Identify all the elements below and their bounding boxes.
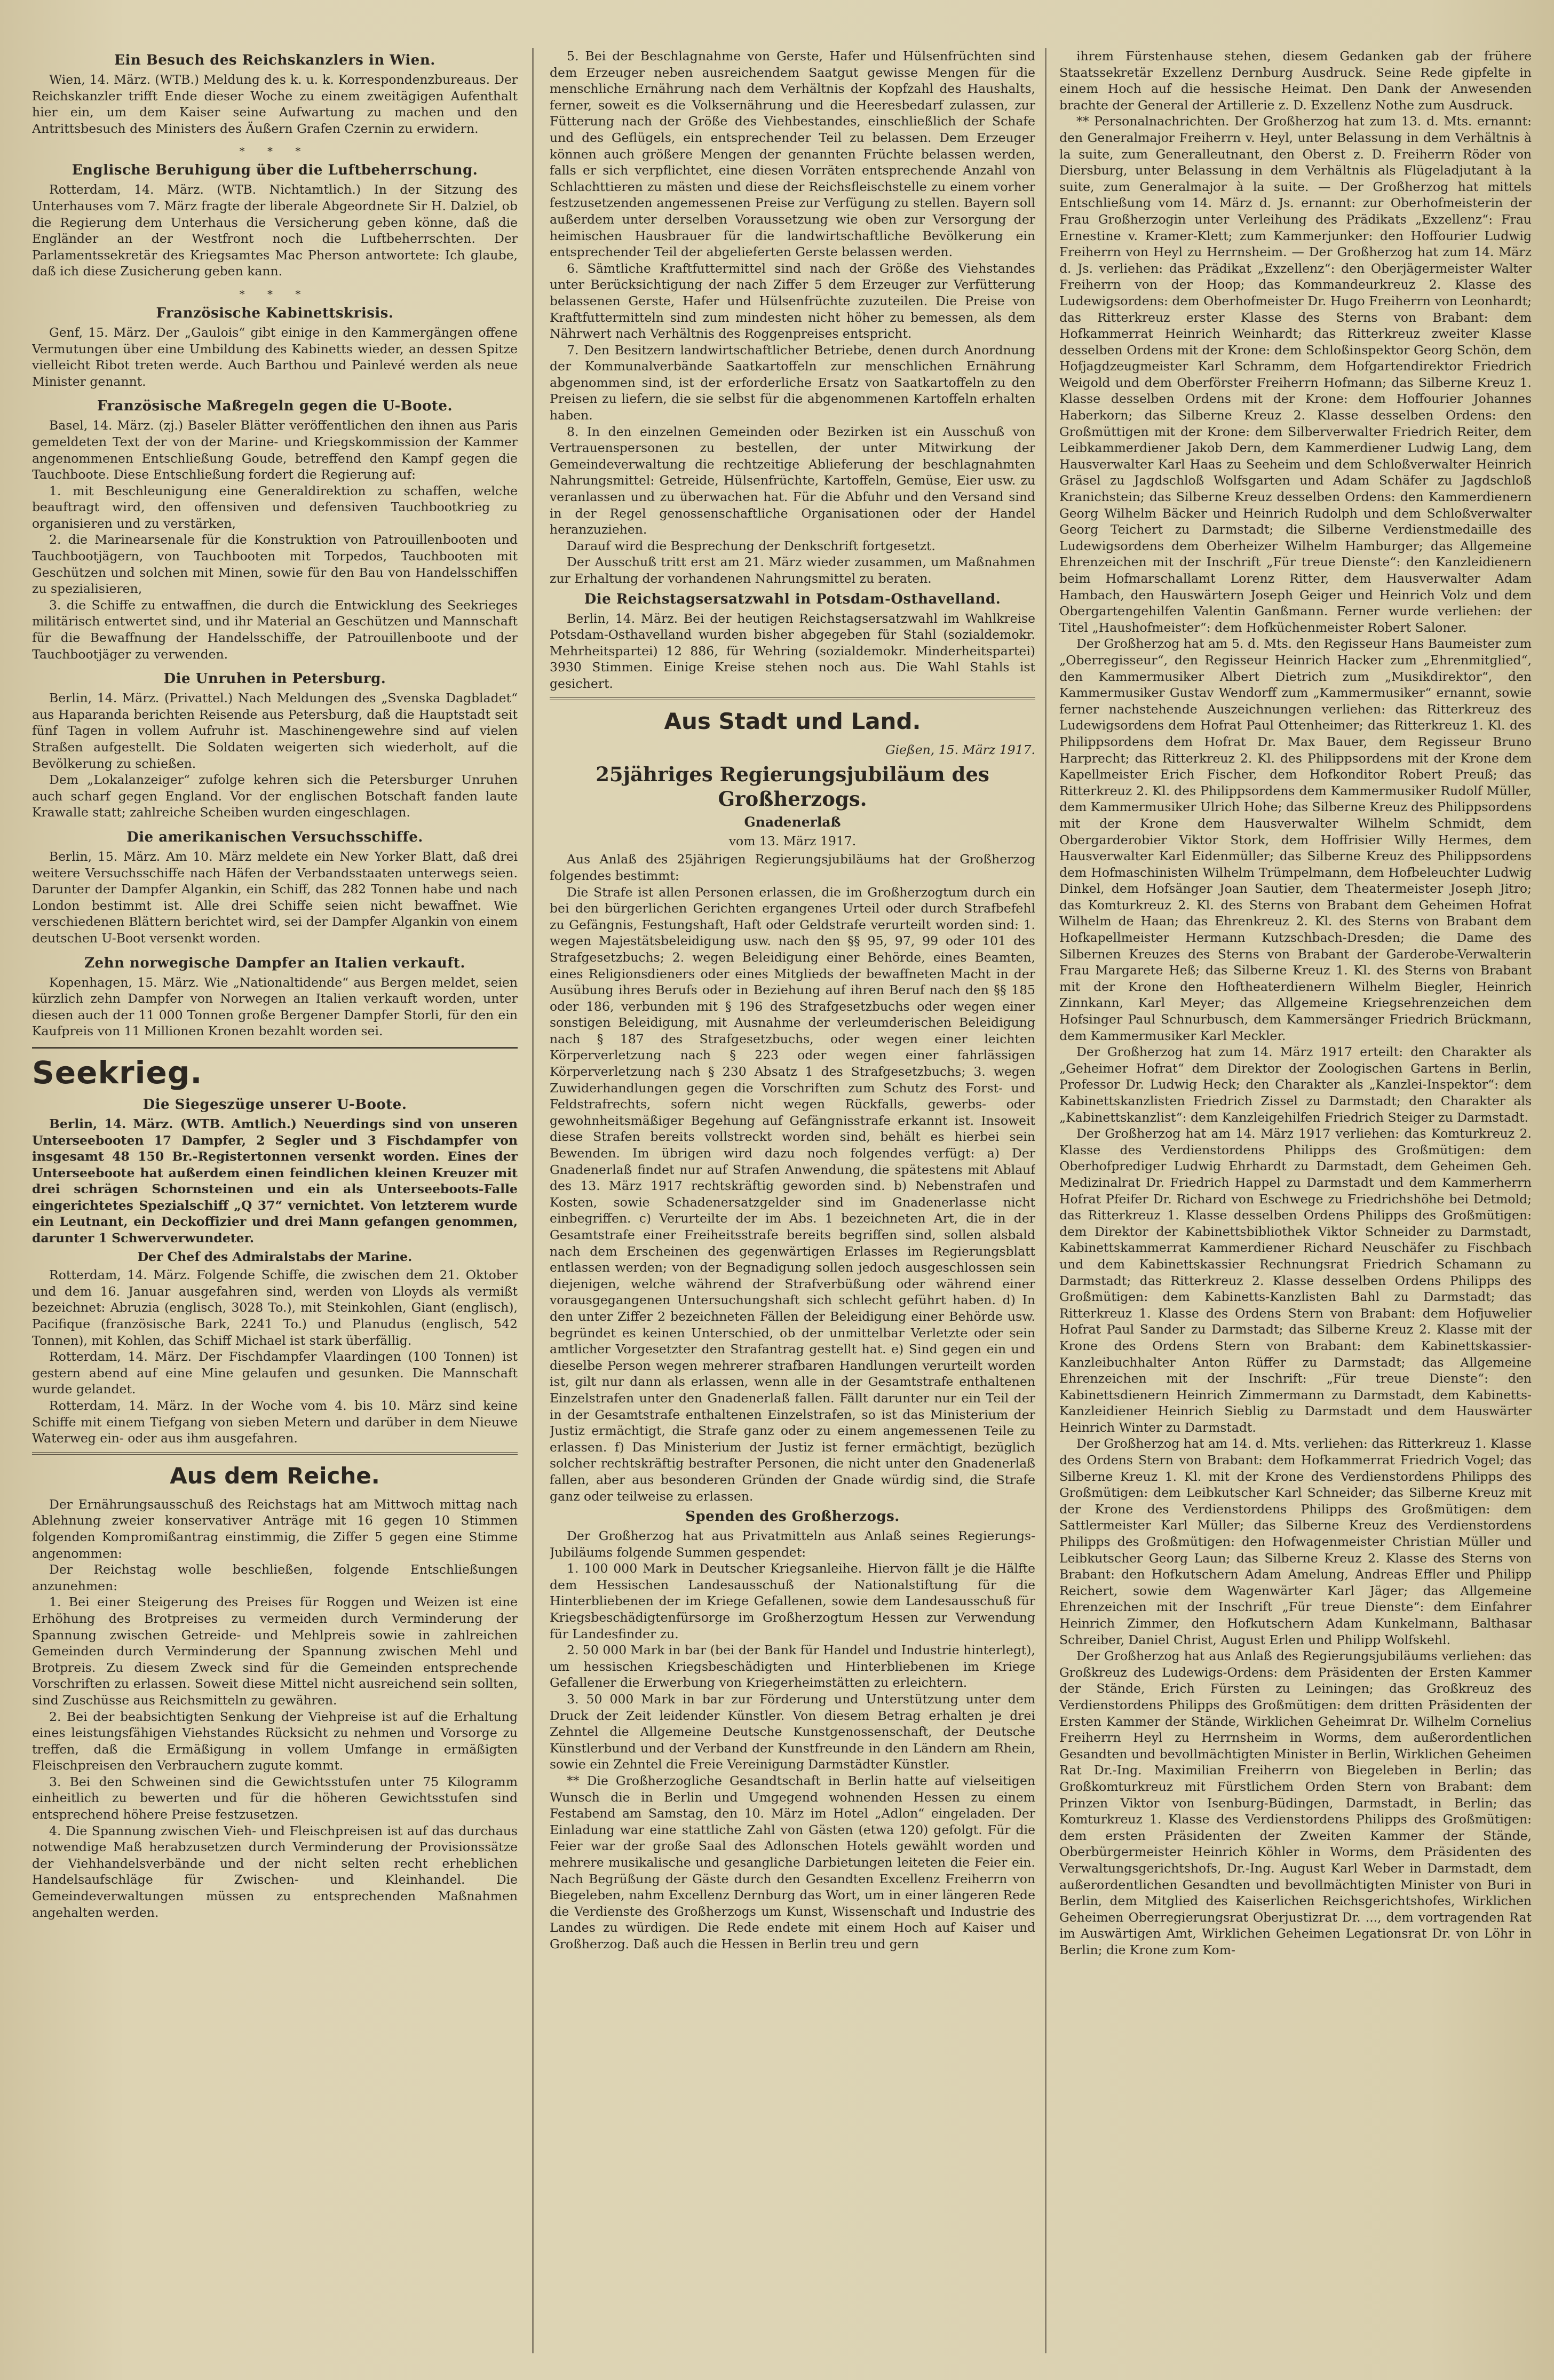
paragraph: 5. Bei der Beschlagnahme von Gerste, Hafer und Hülsenfrüchten sind dem Erzeuger neben ausreichendem Saatgut gewisse Mengen für die menschliche Ernährung nach dem Verhältnis der Kopfzahl des Haushalts, ferner, soweit es die Volksernährung und die Heeresbedarf zulassen, zur Fütterung nach der Größe des Viehbestandes, einschließlich der Schafe und des Geflügels, ein entsprechender Teil zu belassen. Dem Erzeuger können auch größere Mengen der genannten Früchte belassen werden, falls er sich verpflichtet, eine diesen Vorräten entsprechende Anzahl von Schlachttieren zu mästen und diese der Reichsfleischstelle zu einem vorher festzusetzenden angemessenen Preise zur Verfügung zu stellen. Bayern soll außerdem unter derselben Voraussetzung wie oben zur Versorgung der heimischen Hausbrauer für die landwirtschaftliche Bevölkerung ein entsprechender Teil der abgelieferten Gerste belassen werden.: [550, 49, 1035, 260]
headline: Spenden des Großherzogs.: [685, 1509, 900, 1525]
divider: [32, 1047, 518, 1049]
paragraph: Wien, 14. März. (WTB.) Meldung des k. u. k. Korrespondenzbureaus. Der Reichskanzler trifft Ende dieser Woche zu einem zweitägigen Aufenthalt hier ein, um dem Kaiser seine Aufwartung zu machen und den Antrittsbesuch des Ministers des Äußern Grafen Czernin zu erwidern.: [32, 72, 518, 136]
headline: Die Reichstagsersatzwahl in Potsdam-Osthavelland.: [584, 591, 1001, 607]
paragraph: Aus Anlaß des 25jährigen Regierungsjubiläums hat der Großherzog folgendes bestimmt:: [550, 852, 1035, 883]
paragraph: 2. Bei der beabsichtigten Senkung der Viehpreise ist auf die Erhaltung eines leistungsfähigen Viehstandes Rücksicht zu nehmen und Vorsorge zu treffen, daß die Ermäßigung in vollem Umfange in ermäßigten Fleischpreisen den Verbrauchern zugute kommt.: [32, 1709, 518, 1773]
article: [32, 51, 518, 137]
column-rule: [1045, 48, 1046, 2353]
headline: Die Siegeszüge unserer U-Boote.: [142, 1096, 407, 1113]
article: [32, 954, 518, 1040]
paragraph: Rotterdam, 14. März. (WTB. Nichtamtlich.) In der Sitzung des Unterhauses vom 7. März fragte der liberale Abgeordnete Sir H. Dalziel, ob die Regierung dem Unterhaus die Versicherung geben könne, daß die Engländer an der Westfront noch die Luftbeherrschten. Der Parlamentssekretär des Kriegsamtes Mac Pherson antwortete: Ich glaube, daß ich diese Zusicherung geben kann.: [32, 182, 518, 279]
paragraph: Berlin, 14. März. (WTB. Amtlich.) Neuerdings sind von unseren Unterseebooten 17 Dampfer, 2 Segler und 3 Fischdampfer von insgesamt 48 150 Br.-Registertonnen versenkt worden. Eines der Unterseeboote hat außerdem einen feindlichen kleinen Kreuzer mit drei schrägen Schornsteinen und ein als Unterseeboots-Falle eingerichtetes Spezialschiff „Q 37“ vernichtet. Von letzterem wurde ein Leutnant, ein Deckoffizier und drei Mann gefangen genommen, darunter 1 Schwerverwundeter.: [32, 1116, 518, 1246]
column-3: [1059, 48, 1532, 2359]
paragraph: Rotterdam, 14. März. Folgende Schiffe, die zwischen dem 21. Oktober und dem 16. Januar ausgefahren sind, werden von Lloyds als vermißt bezeichnet: Abruzia (englisch, 3028 To.), mit Steinkohlen, Giant (englisch), Pacifique (französische Bark, 2241 To.) und Planudus (englisch, 542 Tonnen), mit Kohlen, das Schiff Michael ist stark überfällig.: [32, 1267, 518, 1348]
headline: Die Unruhen in Petersburg.: [163, 671, 386, 687]
decree-date: vom 13. März 1917.: [728, 833, 857, 848]
paragraph: ** Die Großherzogliche Gesandtschaft in Berlin hatte auf vielseitigen Wunsch die in Berlin und Umgegend wohnenden Hessen zu einem Festabend am Samstag, den 10. März im Hotel „Adlon“ eingeladen. Der Einladung war eine stattliche Zahl von Gästen (etwa 120) gefolgt. Für die Feier war der große Saal des Adlonschen Hotels gewählt worden und mehrere musikalische und gesangliche Darbietungen leiteten die Feier ein. Nach Begrüßung der Gäste durch den Gesandten Excellenz Freiherrn von Biegeleben, nahm Excellenz Dernburg das Wort, um in einer längeren Rede die Verdienste des Großherzogs um Kunst, Wissenschaft und Industrie des Landes zu würdigen. Die Rede endete mit einem Hoch auf Kaiser und Großherzog. Daß auch die Hessen in Berlin treu und gern: [550, 1773, 1035, 1951]
paragraph: ** Personalnachrichten. Der Großherzog hat zum 13. d. Mts. ernannt: den Generalmajor Freiherrn v. Heyl, unter Belassung in dem Verhältnis à la suite, zum Generalleutnant, den Oberst z. D. Freiherrn Röder von Diersburg, unter Belassung in dem Verhältnis als Flügeladjutant à la suite, zum Generalmajor à la suite. — Der Großherzog hat mittels Entschließung vom 14. März d. Js. ernannt: zur Oberhofmeisterin der Frau Großherzogin unter Verleihung des Prädikats „Exzellenz“: Frau Ernestine v. Kramer-Klett; zum Kammerjunker: den Hoffourier Ludwig Freiherrn von Heyl zu Herrnsheim. — Der Großherzog hat zum 14. März d. Js. verliehen: das Prädikat „Exzellenz“: den Oberjägermeister Walter Freiherrn von der Hoop; das Kommandeurkreuz 2. Klasse des Ludewigsordens: dem Oberhofmeister Dr. Hugo Freiherrn von Leonhardt; das Ritterkreuz erster Klasse des Sterns von Brabant: dem Hofkammerrat Heinrich Weinhardt; das Ritterkreuz zweiter Klasse desselben Ordens mit der Krone: dem Schloßinspektor Georg Schön, dem Hofjagdzeugmeister Karl Schramm, dem Hofgartendirektor Friedrich Weigold und dem Oberförster Freiherrn Hofmann; das Silberne Kreuz 1. Klasse desselben Ordens mit der Krone: dem Hoffourier Johannes Haberkorn; das Silberne Kreuz 2. Klasse desselben Ordens: den Großmüttigen mit der Krone: dem Silberverwalter Friedrich Reiter, dem Leibkammerdiener Jakob Dern, dem Kammerdiener Ludwig Lang, dem Hausverwalter Karl Haas zu Seeheim und dem Schloßverwalter Heinrich Gräsel zu Jagdschloß Wolfsgarten und Adam Schäfer zu Jagdschloß Kranichstein; das Silberne Kreuz desselben Ordens: den Kammerdienern Georg Wilhelm Bäcker und Heinrich Rudolph und dem Schloßverwalter Georg Teichert zu Darmstadt; die Silberne Verdienstmedaille des Ludewigsordens dem Oberheizer Wilhelm Hamburger; das Allgemeine Ehrenzeichen mit der Inschrift „Für treue Dienste“: den Kanzleidienern beim Hofmarschallamt Lorenz Ritter, dem Hausverwalter Adam Hambach, den Hauswärtern Joseph Geiger und Heinrich Volz und dem Obergartengehilfen Valentin Ganßmann. Ferner wurde verliehen: der Titel „Haushofmeister“: dem Hofküchenmeister Robert Saloner.: [1059, 114, 1532, 635]
section-title: Aus Stadt und Land.: [664, 708, 921, 734]
headline: Zehn norwegische Dampfer an Italien verkauft.: [84, 955, 465, 971]
signature: Der Chef des Admiralstabs der Marine.: [137, 1249, 413, 1264]
paragraph: Darauf wird die Besprechung der Denkschrift fortgesetzt.: [567, 538, 935, 553]
dateline: Gießen, 15. März 1917.: [885, 742, 1035, 757]
paragraph: Berlin, 14. März. Bei der heutigen Reichstagsersatzwahl im Wahlkreise Potsdam-Osthavelland wurden bisher abgegeben für Stahl (sozialdemokr. Mehrheitspartei) 12 886, für Wehring (sozialdemokr. Minderheitspartei) 3930 Stimmen. Einige Kreise stehen noch aus. Die Wahl Stahls ist gesichert.: [550, 610, 1035, 691]
paragraph: Genf, 15. März. Der „Gaulois“ gibt einige in den Kammergängen offene Vermutungen über eine Umbildung des Kabinetts wieder, an dessen Spitze vielleicht Ribot treten werde. Auch Barthou und Painlevé werden als neue Minister genannt.: [32, 324, 518, 389]
paragraph: Der Ernährungsausschuß des Reichstags hat am Mittwoch mittag nach Ablehnung zweier konservativer Anträge mit 16 gegen 10 Stimmen folgenden Kompromißantrag einstimmig, die Ziffer 5 gegen eine Stimme angenommen:: [32, 1496, 518, 1561]
paragraph: Berlin, 15. März. Am 10. März meldete ein New Yorker Blatt, daß drei weitere Versuchsschiffe nach Häfen der Verbandsstaaten unterwegs seien. Darunter der Dampfer Algankin, ein Schiff, das 282 Tonnen habe und nach London bestimmt ist. Alle drei Schiffe seien nicht bewaffnet. Wie verschiedenen Blättern berichtet wird, sei der Dampfer Algankin von einem deutschen U-Boot versenkt worden.: [32, 848, 518, 946]
paragraph: 3. die Schiffe zu entwaffnen, die durch die Entwicklung des Seekrieges militärisch entwertet sind, und ihr Material an Geschützen und Mannschaft für die Bewaffnung der Handelsschiffe, der Patrouillenboote und der Tauchbootjäger zu verwenden.: [32, 597, 518, 662]
article: [32, 828, 518, 947]
separator: * * *: [239, 145, 311, 158]
divider: [550, 697, 1035, 700]
paragraph: Dem „Lokalanzeiger“ zufolge kehren sich die Petersburger Unruhen auch scharf gegen England. Vor der englischen Botschaft fanden laute Krawalle statt; zahlreiche Scheiben wurden eingeschlagen.: [32, 772, 518, 820]
paragraph: 8. In den einzelnen Gemeinden oder Bezirken ist ein Ausschuß von Vertrauenspersonen zu bestellen, der unter Mitwirkung der Gemeindeverwaltung die rechtzeitige Ablieferung der beschlagnahmten Nahrungsmittel: Getreide, Hülsenfrüchte, Kartoffeln, Gemüse, Eier usw. zu veranlassen und zu überwachen hat. Für die Abfuhr und den Versand sind in der Regel genossenschaftliche Organisationen oder der Handel heranzuziehen.: [550, 424, 1035, 537]
column-1: [32, 48, 518, 2359]
article: [32, 397, 518, 662]
paragraph: 4. Die Spannung zwischen Vieh- und Fleischpreisen ist auf das durchaus notwendige Maß herabzusetzen durch Verminderung der Provisionssätze der Viehhandelsverbände und der nicht selten recht erheblichen Handelsaufschläge für Zwischen- und Kleinhandel. Die Gemeindeverwaltungen müssen zu entsprechenden Maßnahmen angehalten werden.: [32, 1823, 518, 1920]
paragraph: Der Reichstag wolle beschließen, folgende Entschließungen anzunehmen:: [32, 1562, 518, 1593]
paragraph: 2. die Marinearsenale für die Konstruktion von Patrouillenbooten und Tauchbootjägern, von Tauchbooten mit Torpedos, Tauchbooten mit Geschützen und solchen mit Minen, sowie für den Bau von Handelsschiffen zu spezialisieren,: [32, 532, 518, 597]
paragraph: Der Großherzog hat am 14. März 1917 verliehen: das Komturkreuz 2. Klasse des Verdienstordens Philipps des Großmütigen: dem Oberhofprediger Ludwig Ehrhardt zu Darmstadt, dem Geheimen Geh. Medizinalrat Dr. Friedrich Happel zu Darmstadt und dem Kammerherrn Hofrat Pfeifer Dr. Richard von Eschwege zu Friedrichshöhe bei Detmold; das Ritterkreuz 1. Klasse desselben Ordens Philipps des Großmütigen: dem Direktor der Kabinettsbibliothek Viktor Schneider zu Darmstadt, Kabinettskammerrat Kammerdiener Richard Neuschäfer zu Fischbach und dem Kabinettskassier Rechnungsrat Friedrich Schamann zu Darmstadt; das Ritterkreuz 2. Klasse desselben Ordens Philipps des Großmütigen: dem Kabinetts-Kanzlisten Bahl zu Darmstadt; das Ritterkreuz 1. Klasse des Ordens Stern von Brabant: dem Hofjuwelier Hofrat Paul Sander zu Darmstadt; das Silberne Kreuz 2. Klasse mit der Krone des Ordens Stern von Brabant: dem Kabinettskassier-Kanzleibuchhalter Anton Rüffer zu Darmstadt; das Allgemeine Ehrenzeichen mit der Inschrift: „Für treue Dienste“: den Kabinettsdienern Heinrich Zimmermann zu Darmstadt, dem Kabinetts-Kanzleidiener Heinrich Sieblig zu Darmstadt und dem Hauswärter Heinrich Winter zu Darmstadt.: [1059, 1126, 1532, 1435]
paragraph: Berlin, 14. März. (Privattel.) Nach Meldungen des „Svenska Dagbladet“ aus Haparanda berichten Reisende aus Petersburg, daß die Hauptstadt seit fünf Tagen in vollem Aufruhr ist. Maschinengewehre sind auf vielen Straßen aufgestellt. Die Soldaten weigerten sich wiederholt, auf die Bevölkerung zu schießen.: [32, 691, 518, 771]
paragraph: 3. Bei den Schweinen sind die Gewichtsstufen unter 75 Kilogramm einheitlich zu bewerten und für die höheren Gewichtsstufen sind entsprechend höhere Preise festzusetzen.: [32, 1774, 518, 1822]
headline: Englische Beruhigung über die Luftbeherrschung.: [72, 162, 478, 179]
article: [32, 161, 518, 280]
paragraph: Rotterdam, 14. März. In der Woche vom 4. bis 10. März sind keine Schiffe mit einem Tiefgang von sieben Metern und darüber in dem Nieuwe Waterweg ein- oder aus ihm ausgefahren.: [32, 1398, 518, 1446]
paragraph: 2. 50 000 Mark in bar (bei der Bank für Handel und Industrie hinterlegt), um hessischen Kriegsbeschädigten und Hinterbliebenen im Kriege Gefallener die Erwerbung von Kriegerheimstätten zu erleichtern.: [550, 1643, 1035, 1691]
separator: * * *: [239, 287, 311, 300]
paragraph: Der Großherzog hat aus Anlaß des Regierungsjubiläums verliehen: das Großkreuz des Ludewigs-Ordens: dem Präsidenten der Ersten Kammer der Stände, Erich Fürsten zu Leiningen; das Großkreuz des Verdienstordens Philipps des Großmütigen: dem dritten Präsidenten der Ersten Kammer der Stände, Wirklichen Geheimrat Dr. Wilhelm Cornelius Freiherrn Heyl zu Herrnsheim in Worms, dem außerordentlichen Gesandten und bevollmächtigten Minister in Berlin, Wirklichen Geheimen Rat Dr.-Ing. Maximilian Freiherrn von Biegeleben in Berlin; das Großkomturkreuz mit Fürstlichem Orden Stern von Brabant: dem Prinzen Viktor von Isenburg-Büdingen, Darmstadt, in Berlin; das Komturkreuz 1. Klasse des Verdienstordens Philipps des Großmütigen: dem ersten Präsidenten der Zweiten Kammer der Stände, Oberbürgermeister Heinrich Köhler in Worms, dem Präsidenten des Verwaltungsgerichtshofs, Dr.-Ing. August Karl Weber in Darmstadt, dem außerordentlichen Gesandten und bevollmächtigten Minister von Buri in Berlin, dem Mitglied des Kaiserlichen Reichsgerichtshofes, Wirklichen Geheimen Oberregierungsrat Oberjustizrat Dr. ..., dem vortragenden Rat im Auswärtigen Amt, Wirklichen Geheimen Legationsrat Dr. von Löhr in Berlin; die Krone zum Kom-: [1059, 1648, 1532, 1957]
paragraph: Der Großherzog hat aus Privatmitteln aus Anlaß seines Regierungs-Jubiläums folgende Summen gespendet:: [550, 1528, 1035, 1560]
jubilee-headline: 25jähriges Regierungsjubiläum des Großherzogs.: [596, 763, 989, 811]
article: [32, 304, 518, 390]
column-2: [550, 48, 1035, 2359]
paragraph: Rotterdam, 14. März. Der Fischdampfer Vlaardingen (100 Tonnen) ist gestern abend auf eine Mine gelaufen und gesunken. Die Mannschaft wurde gelandet.: [32, 1349, 518, 1397]
paragraph: 1. Bei einer Steigerung des Preises für Roggen und Weizen ist eine Erhöhung des Brotpreises zu vermeiden durch Verminderung der Spannung zwischen Getreide- und Mehlpreis sowie in zahlreichen Gemeinden durch Verminderung der Spannung zwischen Mehl und Brotpreis. Zu diesem Zweck sind für die Gemeinden entsprechende Vorschriften zu erlassen. Soweit diese Mittel nicht ausreichend sein sollten, sind Zuschüsse aus Reichsmitteln zu gewähren.: [32, 1594, 518, 1708]
headline: Ein Besuch des Reichskanzlers in Wien.: [114, 52, 435, 68]
paragraph: 7. Den Besitzern landwirtschaftlicher Betriebe, denen durch Anordnung der Kommunalverbände Saatkartoffeln zur menschlichen Ernährung abgenommen sind, ist der erforderliche Ersatz von Saatkartoffeln zu den Preisen zu liefern, die sie selbst für die abgenommenen Kartoffeln erhalten haben.: [550, 342, 1035, 423]
paragraph: 1. mit Beschleunigung eine Generaldirektion zu schaffen, welche beauftragt wird, den offensiven und defensiven Tauchbootkrieg zu organisieren und zu verstärken,: [32, 483, 518, 531]
headline: Die amerikanischen Versuchsschiffe.: [126, 829, 423, 845]
section-title: Seekrieg.: [32, 1054, 203, 1091]
paragraph: 3. 50 000 Mark in bar zur Förderung und Unterstützung unter dem Druck der Zeit leidender Künstler. Von diesem Betrag erhalten je drei Zehntel die Allgemeine Deutsche Kunstgenossenschaft, der Deutsche Künstlerbund und der Verband der Kunstfreunde in den Ländern am Rhein, sowie ein Zehntel die Freie Vereinigung Darmstädter Künstler.: [550, 1692, 1035, 1772]
paragraph: Die Strafe ist allen Personen erlassen, die im Großherzogtum durch ein bei den bürgerlichen Gerichten ergangenes Urteil oder durch Strafbefehl zu Gefängnis, Festungshaft, Haft oder Geldstrafe verurteilt worden sind: 1. wegen Majestätsbeleidigung usw. nach den §§ 95, 97, 99 oder 101 des Strafgesetzbuchs; 2. wegen Beleidigung einer Behörde, eines Beamten, eines Religionsdieners oder eines Mitglieds der bewaffneten Macht in der Ausübung ihres Berufs oder in Beziehung auf ihren Beruf nach den §§ 185 oder 186, verbunden mit § 196 des Strafgesetzbuchs oder wegen einer sonstigen Beleidigung, mit Ausnahme der verleumderischen Beleidigung nach § 187 des Strafgesetzbuchs, oder wegen einer leichten Körperverletzung nach § 223 oder wegen einer fahrlässigen Körperverletzung nach § 230 Absatz 1 des Strafgesetzbuchs; 3. wegen Zuwiderhandlungen gegen die Vorschriften zum Schutz des Forst- und Feldstrafrechts, sofern nicht wegen Rückfalls, gewerbs- oder gewohnheitsmäßiger Begehung auf Gefängnisstrafe erkannt ist. Insoweit diese Strafen bereits vollstreckt worden sind, behält es hierbei sein Bewenden. Im übrigen wird dazu noch folgendes verfügt: a) Der Gnadenerlaß findet nur auf Strafen Anwendung, die spätestens mit Ablauf des 13. März 1917 rechtskräftig geworden sind. b) Nebenstrafen und Kosten, sowie Schadenersatzgelder sind im Gnadenerlasse nicht einbegriffen. c) Verurteilte der im Abs. 1 bezeichneten Art, die in der Gesamtstrafe einer Freiheitsstrafe bereits begriffen sind, sollen alsbald nach dem Erscheinen des gegenwärtigen Erlasses im Regierungsblatt entlassen werden; von der Begnadigung sollen jedoch ausgeschlossen sein diejenigen, welche während der Strafverbüßung oder während einer vorausgegangenen Untersuchungshaft sich schlecht geführt haben. d) In den unter Ziffer 2 bezeichneten Fällen der Beleidigung einer Behörde usw. begründet es keinen Unterschied, ob der unmittelbar Verletzte oder sein amtlicher Vorgesetzter den Strafantrag gestellt hat. e) Sind gegen ein und dieselbe Person wegen mehrerer strafbaren Handlungen verurteilt worden ist, gilt nur dann als erlassen, wenn alle in der Gesamtstrafe enthaltenen Einzelstrafen unter den Gnadenerlaß fallen. Fällt darunter nur ein Teil der in der Gesamtstrafe enthaltenen Einzelstrafen, so ist das Ministerium der Justiz ermächtigt, die Strafe ganz oder zu einem angemessenen Teile zu erlassen. f) Das Ministerium der Justiz ist ferner ermächtigt, bezüglich solcher rechtskräftig bestrafter Personen, die nicht unter den Gnadenerlaß fallen, aber aus besonderen Gründen der Gnade würdig sind, die Strafe ganz oder teilweise zu erlassen.: [550, 884, 1035, 1504]
paragraph: Der Großherzog hat zum 14. März 1917 erteilt: den Charakter als „Geheimer Hofrat“ dem Direktor der Zoologischen Gartens in Berlin, Professor Dr. Ludwig Heck; den Charakter als „Kanzlei-Inspektor“: dem Kabinettskanzlisten Friedrich Zissel zu Darmstadt; den Charakter als „Kabinettskanzlist“: dem Kanzleigehilfen Friedrich Steiger zu Darmstadt.: [1059, 1044, 1532, 1125]
article: [32, 670, 518, 821]
paragraph: 1. 100 000 Mark in Deutscher Kriegsanleihe. Hiervon fällt je die Hälfte dem Hessischen Landesausschuß der Nationalstiftung für die Hinterbliebenen der im Kriege Gefallenen, sowie dem Landesausschuß für Kriegsbeschädigtenfürsorge im Großherzogtum Hessen zur Verwendung für Landesfinder zu.: [550, 1561, 1035, 1641]
paragraph: 6. Sämtliche Kraftfuttermittel sind nach der Größe des Viehstandes unter Berücksichtigung der nach Ziffer 5 dem Erzeuger zur Verfütterung belassenen Gerste, Hafer und Hülsenfrüchte zuzuteilen. Die Preise von Kraftfuttermitteln sind zum mindesten nicht höher zu bemessen, als dem Nährwert nach Verhältnis des Roggenpreises entspricht.: [550, 260, 1035, 342]
subheadline: Gnadenerlaß: [744, 814, 841, 830]
paragraph: ihrem Fürstenhause stehen, diesem Gedanken gab der frühere Staatssekretär Exzellenz Dernburg Ausdruck. Seine Rede gipfelte in einem Hoch auf die hessische Heimat. Den Dank der Anwesenden brachte der General der Artillerie z. D. Exzellenz Nothe zum Ausdruck.: [1059, 49, 1532, 113]
divider: [32, 1452, 518, 1455]
paragraph: Der Großherzog hat am 5. d. Mts. den Regisseur Hans Baumeister zum „Oberregisseur“, den Regisseur Heinrich Hacker zum „Ehrenmitglied“, den Kammermusiker Albert Dietrich zum „Musikdirektor“, den Kammermusiker Gustav Wendorff zum „Kammermusiker“ ernannt, sowie ferner nachstehende Auszeichnungen verliehen: das Ritterkreuz des Ludewigsordens dem Hofrat Paul Ottenheimer; das Ritterkreuz 1. Kl. des Philippsordens dem Hofrat Dr. Max Bauer, dem Regisseur Bruno Harprecht; das Ritterkreuz 2. Kl. des Philippsordens mit der Krone dem Kapellmeister Erich Fischer, dem Hofkonditor Robert Preuß; das Ritterkreuz 2. Kl. des Philippsordens dem Kammermusiker Rudolf Müller, dem Kammermusiker Ulrich Hohe; das Silberne Kreuz des Philippsordens mit der Krone dem Hausverwalter Wilhelm Schmidt, dem Obergarderobier Viktor Stork, dem Hoffrisier Willy Hermes, dem Hausverwalter Karl Eidenmüller; das Silberne Kreuz des Philippsordens dem Hofmaschinisten Wilhelm Trümpelmann, dem Hofbeleuchter Ludwig Dinkel, dem Hofsänger Joan Sautier, dem Theatermeister Joseph Jitro; das Komturkreuz 2. Kl. des Sterns von Brabant dem Geheimen Hofrat Wilhelm de Haan; das Ehrenkreuz 2. Kl. des Sterns von Brabant dem Hofkapellmeister Hermann Kutzschbach-Dresden; die Dame des Silbernen Kreuzes des Sterns von Brabant der Garderobe-Verwalterin Frau Margarete Heß; das Silberne Kreuz 1. Kl. des Sterns von Brabant mit der Krone den Hoftheaterdienern Wilhelm Biegler, Heinrich Zinnkann, Karl Meyer; das Allgemeine Kriegsehrenzeichen dem Hofsinger Paul Schnurbusch, dem Kammersänger Friedrich Brückmann, dem Kammermusiker Karl Meckler.: [1059, 636, 1532, 1043]
paragraph: Basel, 14. März. (zj.) Baseler Blätter veröffentlichen den ihnen aus Paris gemeldeten Text der von der Marine- und Kriegskommission der Kammer angenommenen Entschließung Goude, betreffend den Kampf gegen die Tauchboote. Diese Entschließung fordert die Regierung auf:: [32, 418, 518, 482]
paragraph: Der Großherzog hat am 14. d. Mts. verliehen: das Ritterkreuz 1. Klasse des Ordens Stern von Brabant: dem Hofkammerrat Friedrich Vogel; das Silberne Kreuz 1. Kl. mit der Krone des Verdienstordens Philipps des Großmütigen: dem Leibkutscher Karl Schneider; das Silberne Kreuz mit der Krone des Verdienstordens Philipps des Großmütigen: dem Sattlermeister Karl Müller; das Silberne Kreuz des Verdienstordens Philipps des Großmütigen: den Hofwagenmeister Christian Müller und Leibkutscher Georg Laun; das Silberne Kreuz 2. Klasse des Sterns von Brabant: den Hofkutschern Adam Amelung, Andreas Effler und Philipp Reichert, sowie dem Wagenwärter Karl Jäger; das Allgemeine Ehrenzeichen mit der Inschrift „Für treue Dienste“: dem Einfahrer Heinrich Zimmer, den Hofkutschern Adam Kunkelmann, Balthasar Schreiber, Daniel Christ, August Erlen und Philipp Wolfskehl.: [1059, 1436, 1532, 1647]
headline: Französische Kabinettskrisis.: [156, 305, 394, 321]
paragraph: Kopenhagen, 15. März. Wie „Nationaltidende“ aus Bergen meldet, seien kürzlich zehn Dampfer von Norwegen an Italien verkauft worden, unter diesen auch der 11 000 Tonnen große Bergener Dampfer Storli, für den ein Kaufpreis von 11 Millionen Kronen bezahlt worden sei.: [32, 974, 518, 1039]
column-rule: [532, 48, 534, 2353]
headline: Französische Maßregeln gegen die U-Boote.: [97, 398, 453, 415]
paragraph: Der Ausschuß tritt erst am 21. März wieder zusammen, um Maßnahmen zur Erhaltung der vorhandenen Nahrungsmittel zu beraten.: [550, 554, 1035, 586]
section-title: Aus dem Reiche.: [170, 1462, 380, 1489]
